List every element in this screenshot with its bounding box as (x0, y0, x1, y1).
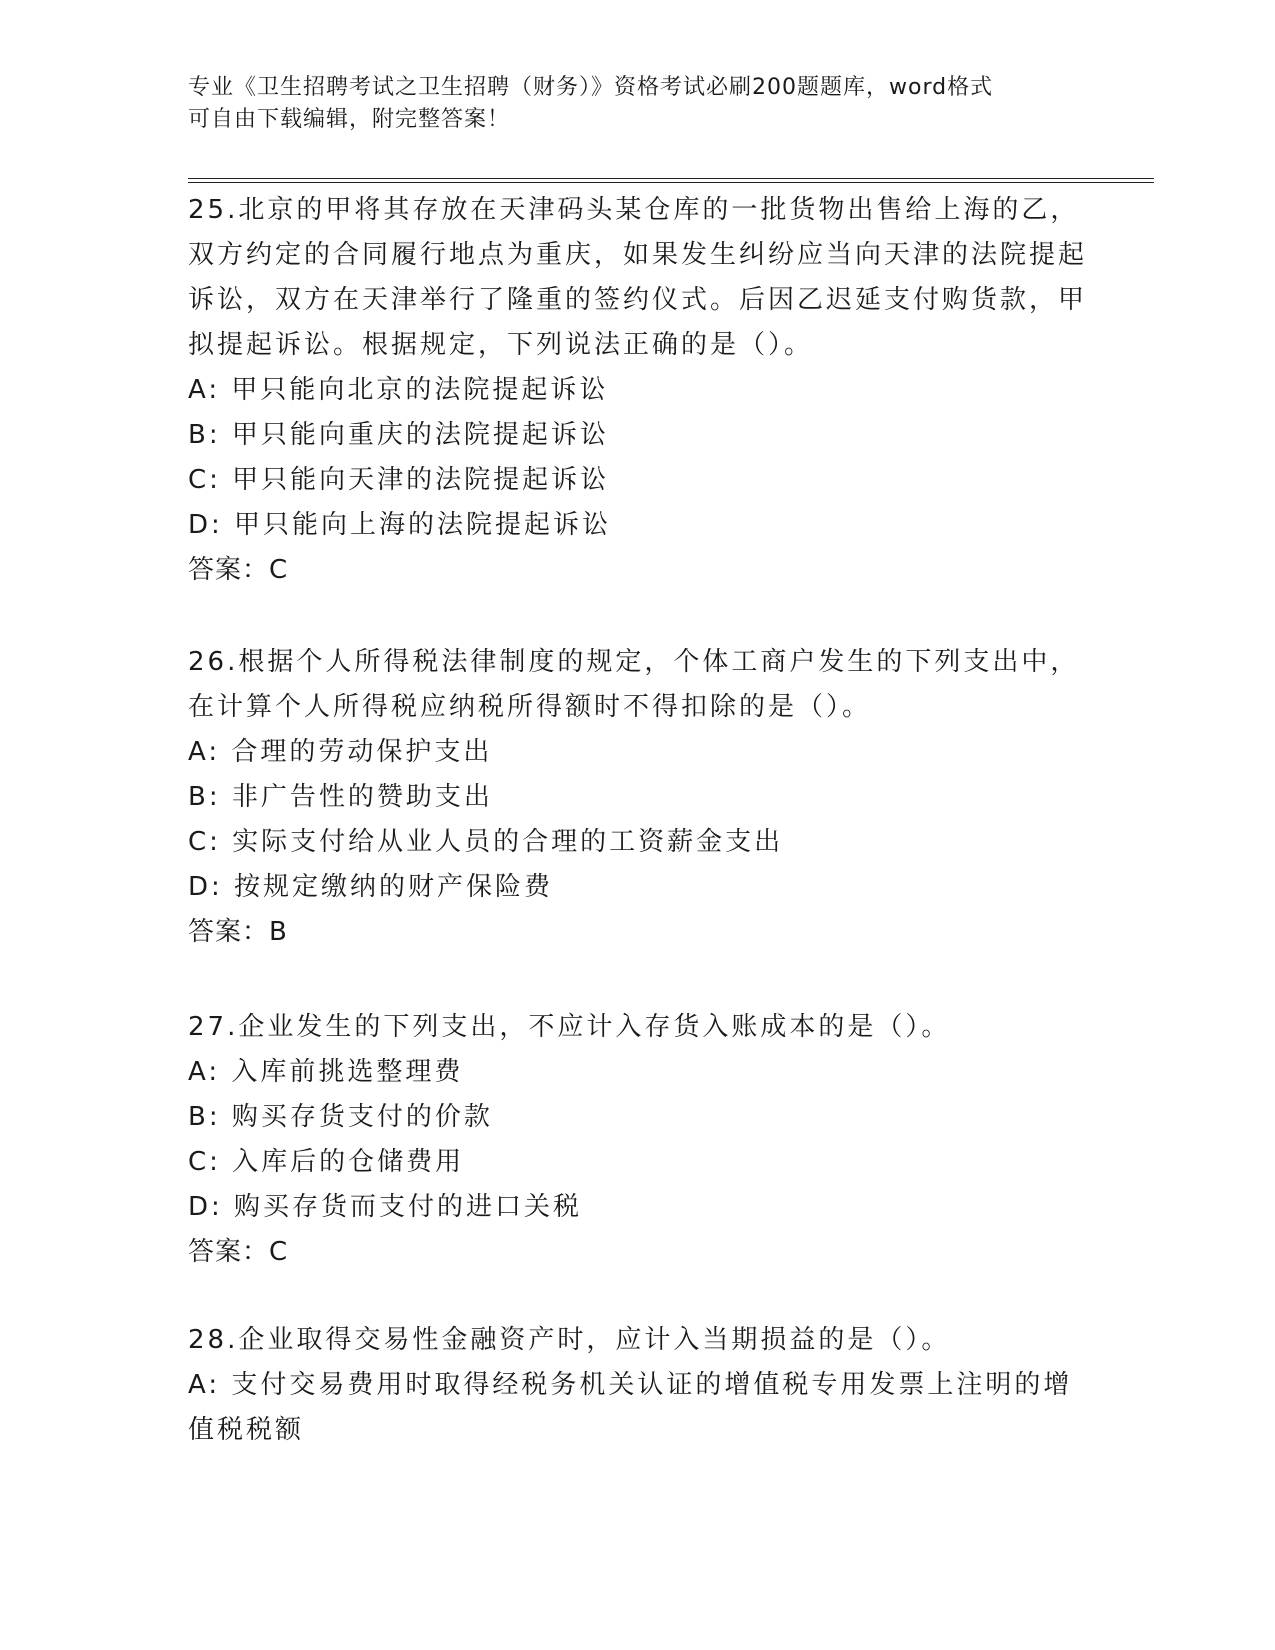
option-b: B: 非广告性的赞助支出 (188, 782, 493, 812)
question-25 (188, 188, 1088, 593)
answer: 答案：C (188, 555, 289, 585)
option-a: A: 合理的劳动保护支出 (188, 737, 493, 767)
header-double-rule (188, 178, 1154, 183)
option-b: B: 购买存货支付的价款 (188, 1102, 493, 1132)
document-header (188, 72, 1068, 136)
option-d: D: 购买存货而支付的进口关税 (188, 1192, 583, 1222)
question-stem: 28.企业取得交易性金融资产时，应计入当期损益的是（）。 (188, 1325, 951, 1355)
option-b: B: 甲只能向重庆的法院提起诉讼 (188, 420, 609, 450)
answer: 答案：B (188, 917, 288, 947)
option-c: C: 入库后的仓储费用 (188, 1147, 465, 1177)
question-28 (188, 1318, 1088, 1453)
option-d: D: 按规定缴纳的财产保险费 (188, 872, 554, 902)
question-26 (188, 640, 1088, 955)
question-stem: 26.根据个人所得税法律制度的规定，个体工商户发生的下列支出中，在计算个人所得税应纳税所得额时不得扣除的是（）。 (188, 647, 1080, 722)
question-stem: 25.北京的甲将其存放在天津码头某仓库的一批货物出售给上海的乙，双方约定的合同履行地点为重庆，如果发生纠纷应当向天津的法院提起诉讼，双方在天津举行了隆重的签约仪式。后因乙迟延支付购货款，甲拟提起诉讼。根据规定，下列说法正确的是（）。 (188, 195, 1088, 360)
option-a: A: 入库前挑选整理费 (188, 1057, 464, 1087)
answer: 答案：C (188, 1237, 289, 1267)
header-line-2: 可自由下载编辑，附完整答案！ (188, 107, 511, 132)
option-c: C: 实际支付给从业人员的合理的工资薪金支出 (188, 827, 784, 857)
option-a: A: 支付交易费用时取得经税务机关认证的增值税专用发票上注明的增值税税额 (188, 1370, 1073, 1445)
header-line-1: 专业《卫生招聘考试之卫生招聘（财务）》资格考试必刷200题题库，word格式 (188, 75, 994, 100)
question-27 (188, 1005, 1088, 1275)
question-stem: 27.企业发生的下列支出，不应计入存货入账成本的是（）。 (188, 1012, 951, 1042)
option-d: D: 甲只能向上海的法院提起诉讼 (188, 510, 612, 540)
option-c: C: 甲只能向天津的法院提起诉讼 (188, 465, 610, 495)
option-a: A: 甲只能向北京的法院提起诉讼 (188, 375, 609, 405)
